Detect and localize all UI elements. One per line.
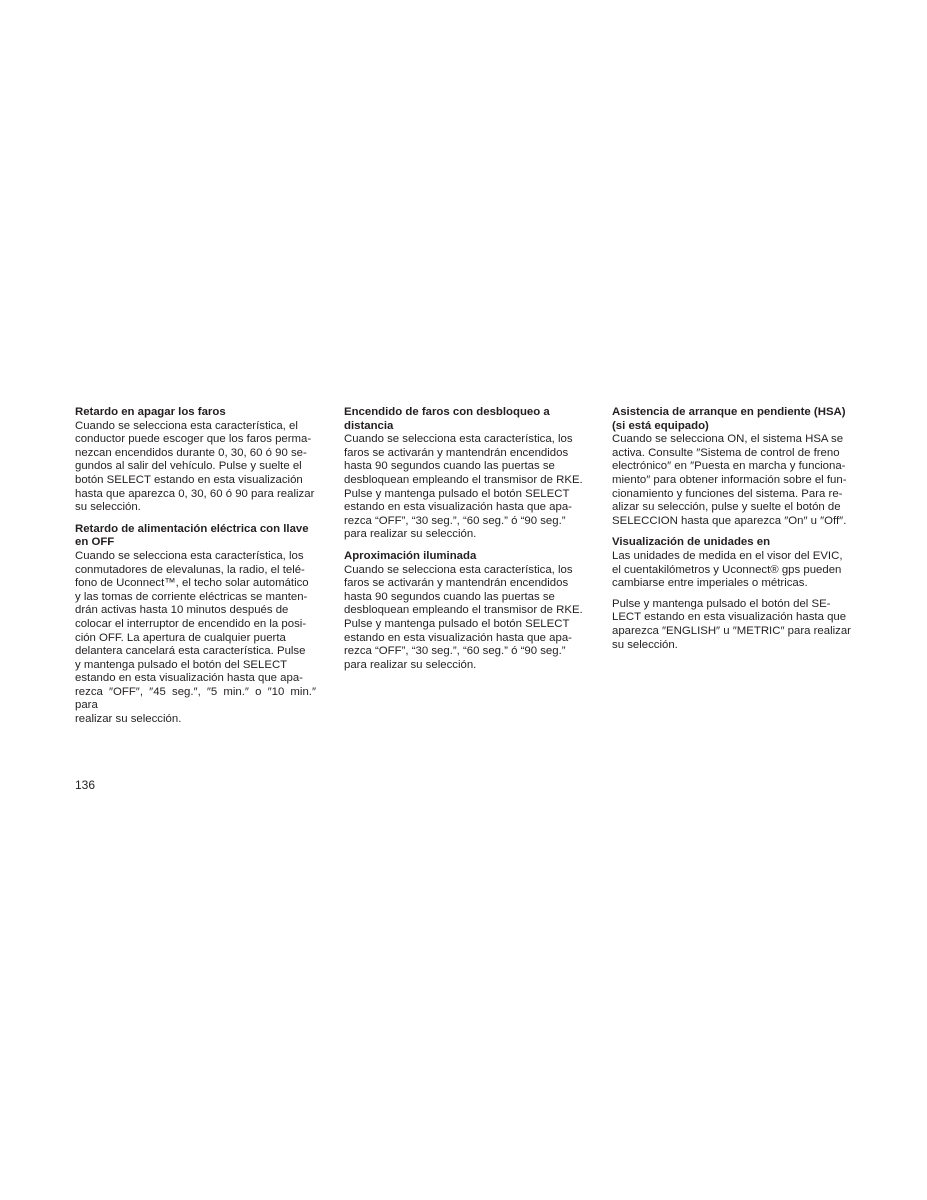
section-paragraph: Cuando se selecciona esta característica, los conmutadores de elevalunas, la radio, el telé- fono de Uconnect™, el techo solar automático y las tomas de corriente eléctricas se manten- drán activas hasta 10 minutos después de colocar el interruptor de encendido en la posi- ción OFF. La apertura de cualquier puerta delantera cancelará esta característica. Pulse y mantenga pulsado el botón del SELECT estando en esta visualización hasta que apa- rezca ″OFF″, ″45 seg.″, ″5 min.″ o ″10 min.″ para realizar su selección. [75, 549, 316, 726]
column-1 [75, 406, 316, 735]
section-paragraph: Cuando se selecciona esta característica, el conductor puede escoger que los faros perma- nezcan encendidos durante 0, 30, 60 ó 90 se- gundos al salir del vehículo. Pulse y suelte el botón SELECT estando en esta visualización hasta que aparezca 0, 30, 60 ó 90 para realizar su selección. [75, 419, 315, 514]
section-retardo-apagar-faros [75, 406, 316, 515]
section-paragraph: Las unidades de medida en el visor del EVIC, el cuentakilómetros y Uconnect® gps pueden cambiarse entre imperiales o métricas. [612, 549, 843, 590]
section-paragraph: Cuando se selecciona esta característica, los faros se activarán y mantendrán encendidos hasta 90 segundos cuando las puertas se desbloquean empleando el transmisor de RKE. Pulse y mantenga pulsado el botón SELECT estando en esta visualización hasta que apa- rezca “OFF”, “30 seg.”, “60 seg.” ó “90 seg.” para realizar su selección. [344, 563, 583, 671]
section-heading: Aproximación iluminada [344, 549, 477, 562]
section-heading: Retardo de alimentación eléctrica con llave en OFF [75, 522, 309, 549]
section-aproximacion-iluminada [344, 550, 585, 672]
section-heading: Visualización de unidades en [612, 536, 771, 549]
page-number: 136 [75, 778, 96, 792]
section-visualizacion-unidades [612, 536, 853, 652]
section-asistencia-arranque-pendiente [612, 406, 853, 528]
column-3 [612, 406, 853, 660]
section-heading: Asistencia de arranque en pendiente (HSA) (si está equipado) [612, 406, 846, 432]
section-paragraph: Cuando se selecciona ON, el sistema HSA se activa. Consulte ″Sistema de control de freno electrónico″ en ″Puesta en marcha y funciona- miento″ para obtener información sobre el fun- cionamiento y funciones del sistema. Para re- alizar su selección, pulse y suelte el botón de SELECCION hasta que aparezca ″On″ u ″Off″. [612, 433, 847, 527]
section-heading: Retardo en apagar los faros [75, 406, 226, 418]
section-encendido-faros-desbloqueo [344, 406, 585, 542]
section-paragraph: Cuando se selecciona esta característica, los faros se activarán y mantendrán encendidos hasta 90 segundos cuando las puertas se desbloquean empleando el transmisor de RKE. Pulse y mantenga pulsado el botón SELECT estando en esta visualización hasta que apa- rezca “OFF”, “30 seg.”, “60 seg.” ó “90 seg.” para realizar su selección. [344, 433, 583, 541]
section-paragraph: Pulse y mantenga pulsado el botón del SE- LECT estando en esta visualización hasta que aparezca ″ENGLISH″ u ″METRIC″ para realizar su selección. [612, 597, 851, 651]
column-2 [344, 406, 585, 680]
section-retardo-alimentacion [75, 523, 316, 727]
section-heading: Encendido de faros con desbloqueo a distancia [344, 406, 550, 432]
